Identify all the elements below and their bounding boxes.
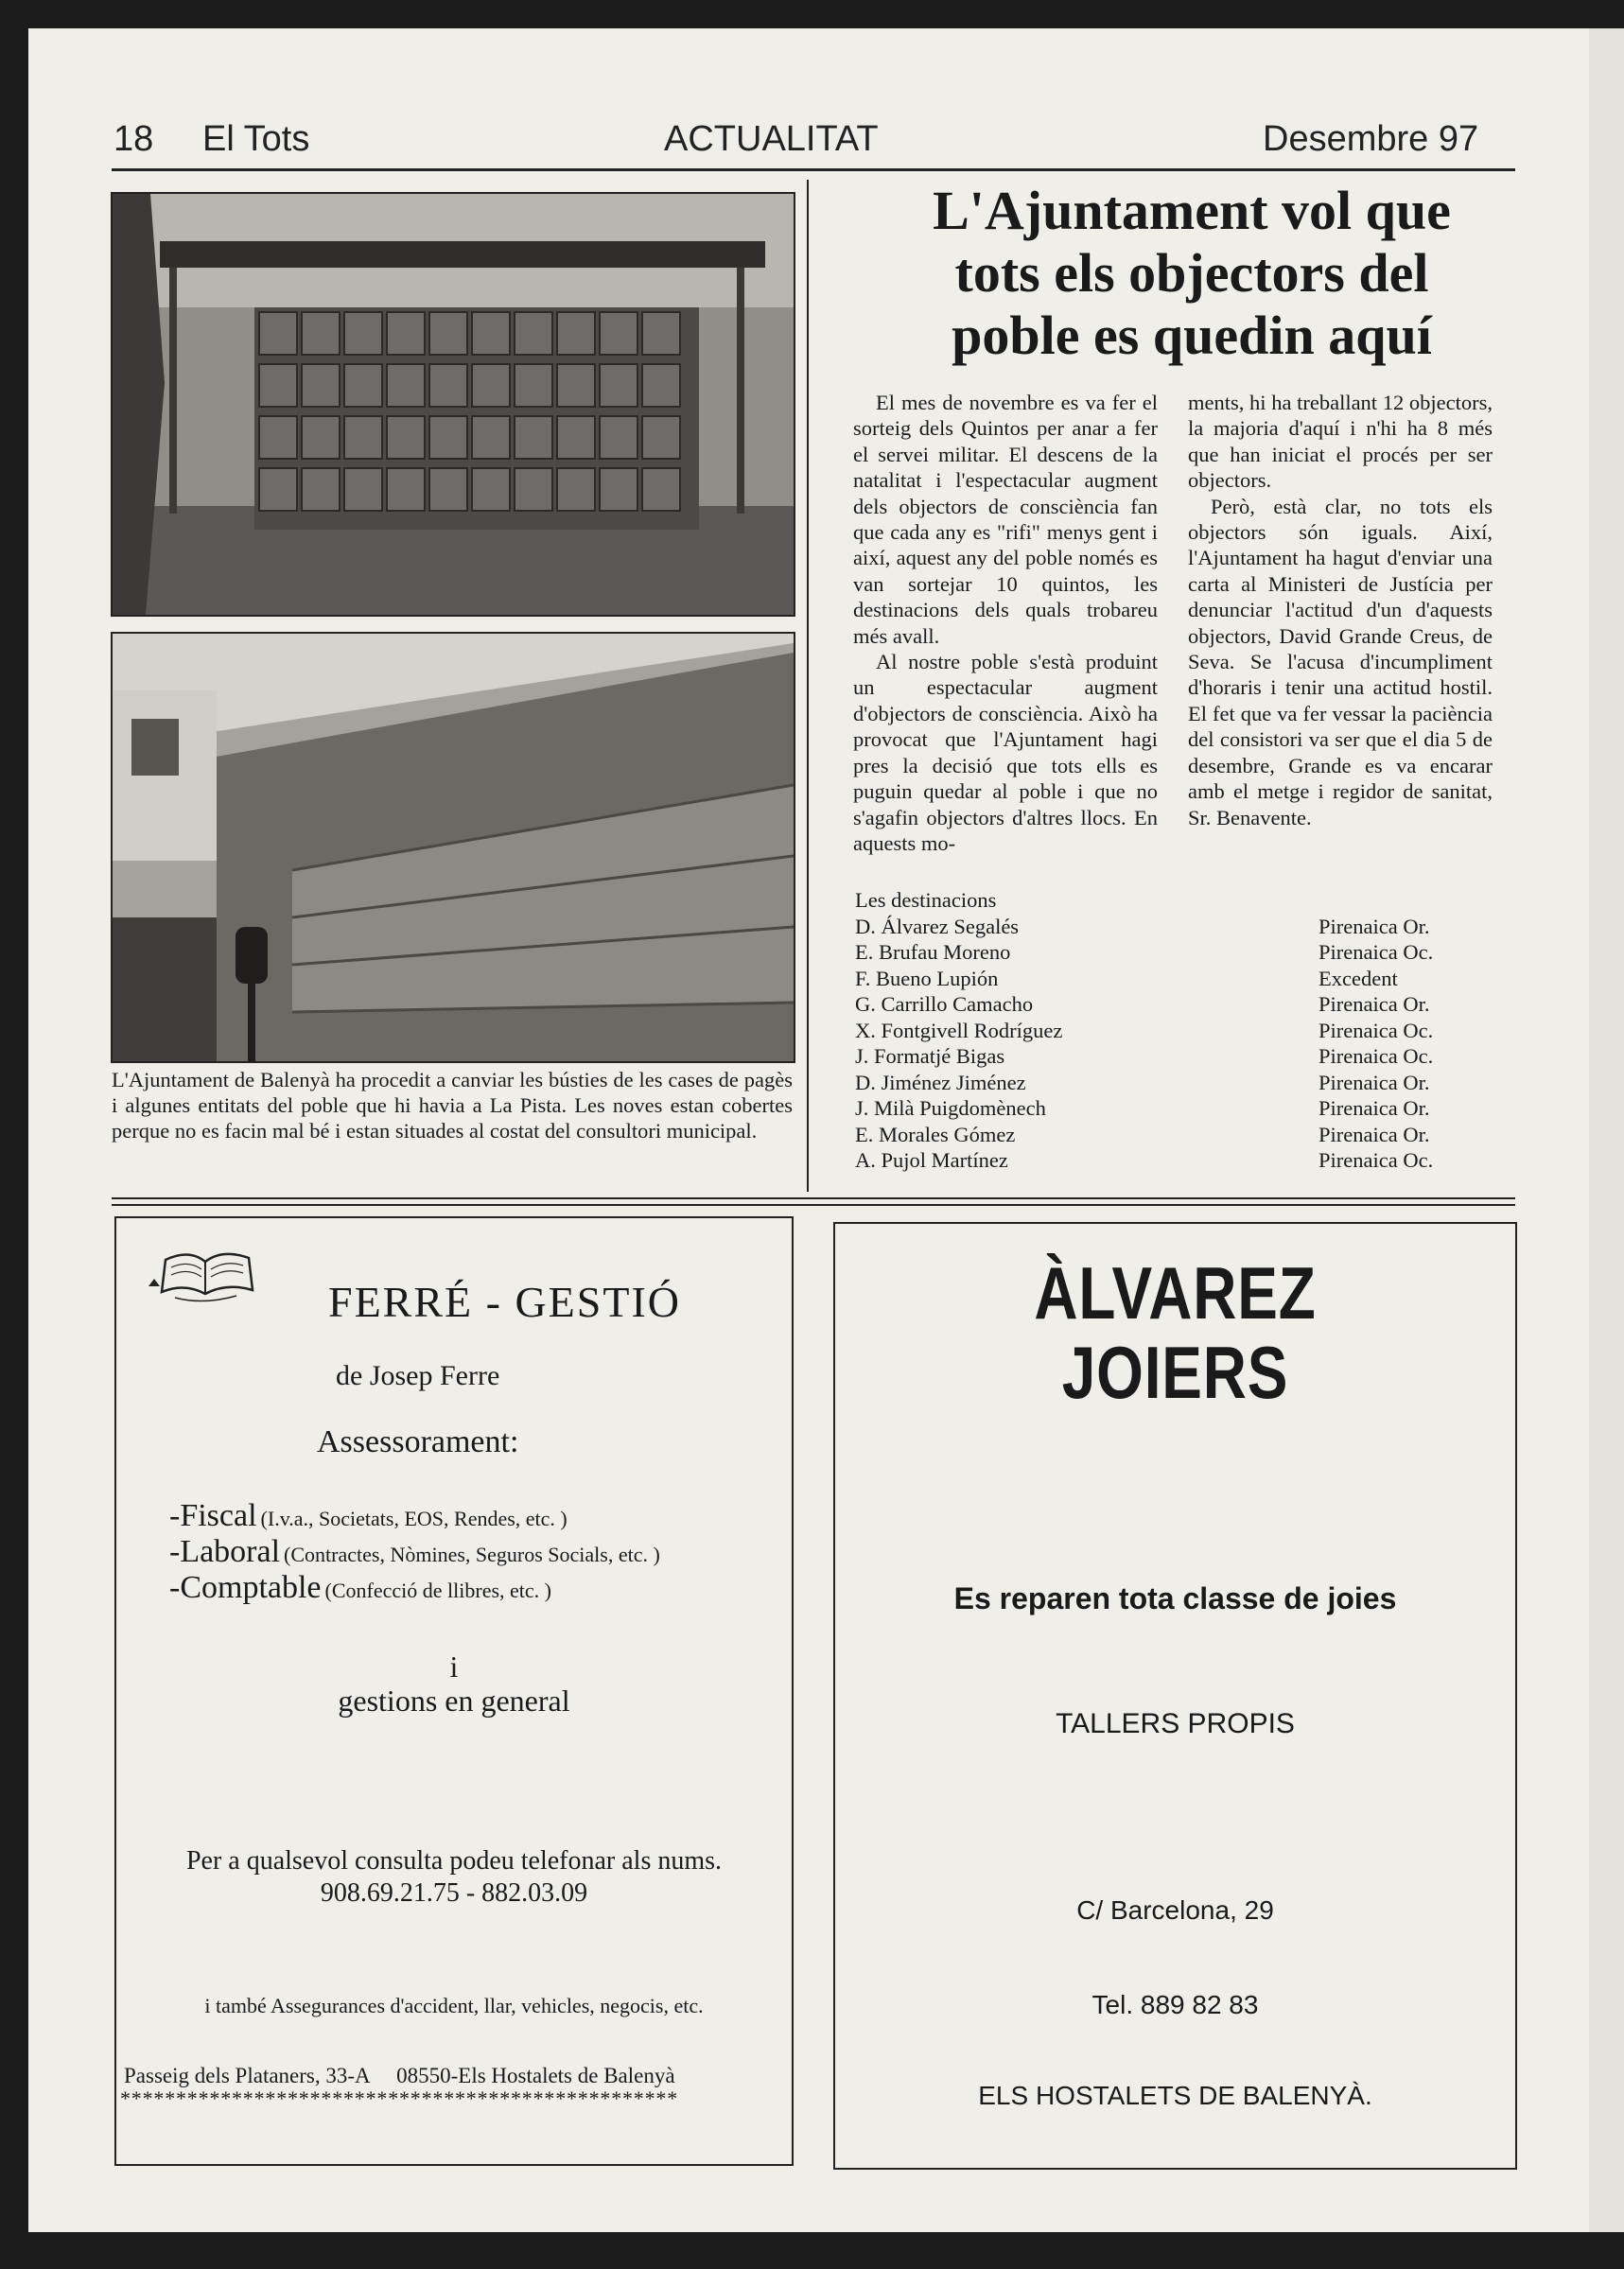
alvarez-phone: Tel. 889 82 83 <box>1091 1990 1259 2019</box>
ferre-insurance: i també Assegurances d'accident, llar, vehicles, negocis, etc. <box>204 1994 704 2017</box>
list-item: G. Carrillo Camacho Pirenaica Or. <box>855 992 1430 1016</box>
mailboxes-photo-bottom <box>111 632 795 1063</box>
photo-caption: L'Ajuntament de Balenyà ha procedit a canviar les bústies de les cases de pagès i algunes entitats del poble que hi havia a La Pista. Les noves estan cobertes perque no es facin mal bé i estan situades al costat del consultori municipal. <box>112 1068 793 1143</box>
ferre-stars: ************************************************** <box>120 2086 678 2110</box>
alvarez-address: C/ Barcelona, 29 <box>1076 1895 1274 1925</box>
list-item: A. Pujol Martínez Pirenaica Oc. <box>855 1148 1434 1172</box>
alvarez-workshops: TALLERS PROPIS <box>1056 1708 1295 1739</box>
ferre-general: gestions en general <box>338 1684 570 1718</box>
destinations-list <box>855 887 1460 1174</box>
article-headline <box>813 180 1570 367</box>
headline-line-1: L'Ajuntament vol que <box>933 180 1451 241</box>
article-column-2 <box>1188 390 1493 830</box>
service-comptable: -Comptable (Confecció de llibres, etc. ) <box>169 1570 551 1605</box>
header-rule <box>112 168 1515 171</box>
ferre-phones: 908.69.21.75 - 882.03.09 <box>320 1878 588 1908</box>
column-divider <box>807 180 809 1192</box>
list-item: E. Morales Gómez Pirenaica Or. <box>855 1122 1430 1146</box>
article-paragraph: Però, està clar, no tots els objectors són iguals. Així, l'Ajuntament ha hagut d'enviar una carta al Ministeri de Justícia per denunciar l'actitud d'un d'aquests objectors, David Grande Creus, de Seva. Se l'acusa d'incumpliment d'horaris i tenir una actitud hostil. El fet que va fer vessar la paciència del consistori va ser que el dia 5 de desembre, Grande es va encarar amb el metge i regidor de sanitat, Sr. Benavente. <box>1188 494 1493 829</box>
open-book-icon <box>147 1241 260 1307</box>
alvarez-name-line-2: JOIERS <box>1061 1331 1289 1414</box>
ferre-conjunction: i <box>449 1649 459 1684</box>
list-item: F. Bueno Lupión Excedent <box>855 966 1398 990</box>
article-paragraph: ments, hi ha treballant 12 objectors, la majoria d'aquí i n'hi ha 8 més que han iniciat el procés per ser objectors. <box>1188 391 1493 493</box>
list-item: J. Milà Puigdomènech Pirenaica Or. <box>855 1096 1430 1120</box>
mailboxes-photo-top <box>111 192 795 617</box>
publication-name: El Tots <box>202 119 310 159</box>
list-item: D. Álvarez Segalés Pirenaica Or. <box>855 914 1430 938</box>
headline-line-3: poble es quedin aquí <box>952 305 1432 366</box>
facing-page-edge <box>1589 28 1624 2232</box>
list-item: X. Fontgivell Rodríguez Pirenaica Oc. <box>855 1018 1434 1042</box>
alvarez-tagline: Es reparen tota classe de joies <box>953 1581 1397 1615</box>
alvarez-town: ELS HOSTALETS DE BALENYÀ. <box>978 2081 1372 2110</box>
service-laboral: -Laboral (Contractes, Nòmines, Seguros Socials, etc. ) <box>169 1534 660 1569</box>
alvarez-joiers-ad <box>833 1222 1517 2170</box>
article-column-1 <box>853 390 1158 856</box>
list-item: J. Formatjé Bigas Pirenaica Oc. <box>855 1044 1434 1068</box>
ads-rule-top <box>112 1197 1515 1199</box>
headline-line-2: tots els objectors del <box>954 242 1429 304</box>
ferre-gestio-ad <box>114 1216 794 2166</box>
article-paragraph: El mes de novembre es va fer el sorteig dels Quintos per anar a fer el servei militar. El descens de la natalitat i l'espectacular augment dels objectors de consciència fan que cada any es "rifi" menys gent i així, aquest any del poble només es van sortejar 10 quintos, les destinacions dels quals trobareu més avall. <box>853 391 1158 648</box>
article-paragraph: Al nostre poble s'està produint un espectacular augment d'objectors de consciència. Això ha provocat que l'Ajuntament hagi pres la decisió que tots ells es puguin quedar al poble i que no s'agafin objectors d'altres llocs. En aquests mo- <box>853 650 1158 855</box>
ferre-contact-text: Per a qualsevol consulta podeu telefonar als nums. <box>185 1846 723 1876</box>
page-number: 18 <box>114 119 154 159</box>
ferre-owner: de Josep Ferre <box>336 1360 500 1391</box>
section-title: ACTUALITAT <box>664 119 879 159</box>
ferre-address: Passeig dels Plataners, 33-A 08550-Els Hostalets de Balenyà <box>124 2064 675 2087</box>
list-item: D. Jiménez Jiménez Pirenaica Or. <box>855 1070 1430 1094</box>
issue-date: Desembre 97 <box>1263 119 1479 159</box>
alvarez-name-line-1: ÀLVAREZ <box>1034 1251 1317 1335</box>
destinations-title: Les destinacions <box>855 888 997 912</box>
list-item: E. Brufau Moreno Pirenaica Oc. <box>855 940 1434 964</box>
ferre-title: FERRÉ - GESTIÓ <box>328 1278 681 1326</box>
ads-rule-bottom <box>112 1204 1515 1206</box>
ferre-heading: Assessorament: <box>317 1424 519 1459</box>
service-fiscal: -Fiscal (I.v.a., Societats, EOS, Rendes, etc. ) <box>169 1498 568 1533</box>
